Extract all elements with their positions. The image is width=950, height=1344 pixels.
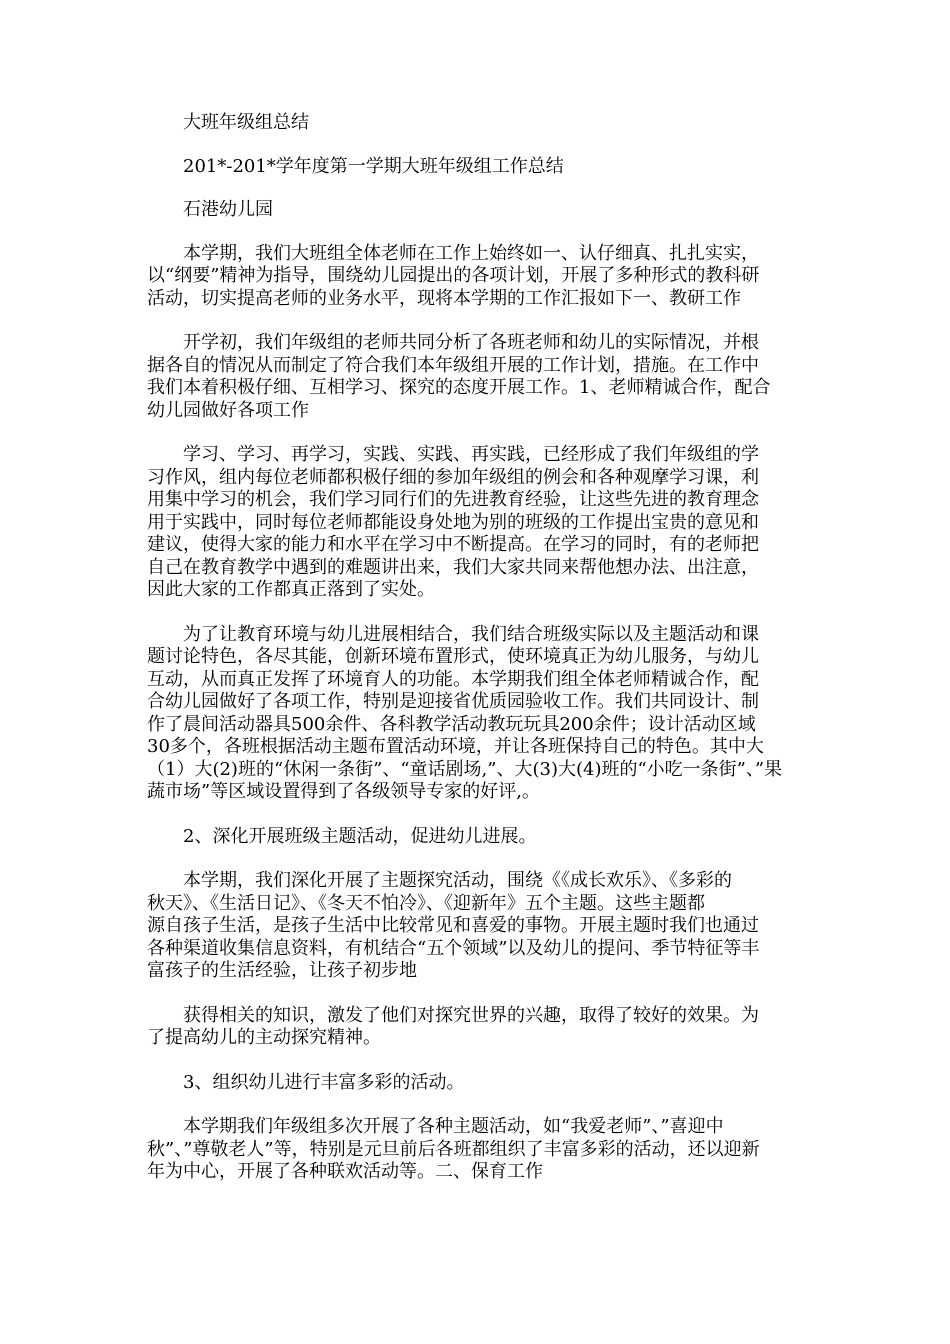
document-page <box>147 112 805 1206</box>
paragraph-line: 2、深化开展班级主题活动，促进幼儿进展。 <box>183 825 537 847</box>
paragraph-line: 合幼儿园做好了各项工作，特别是迎接省优质园验收工作。我们共同设计、制 <box>147 691 759 712</box>
paragraph-line: （1）大(2)班的“休闲一条街”、“童话剧场,”、大(3)大(4)班的“小吃一条街”、”果 <box>147 758 783 780</box>
paragraph-line: 习作风，组内每位老师都积极仔细的参加年级组的例会和各种观摩学习课，利 <box>147 466 759 488</box>
body-paragraph <box>147 870 805 983</box>
paragraph-line: 秋天》、《生活日记》、《冬天不怕冷》、《迎新年》五个主题。这些主题都 <box>147 892 705 914</box>
paragraph-line: 因此大家的工作都真正落到了实处。 <box>147 579 435 600</box>
paragraph-line: 源自孩子生活，是孩子生活中比较常见和喜爱的事物。开展主题时我们也通过 <box>147 915 759 936</box>
paragraph-line: 各种渠道收集信息资料，有机结合“五个领域”以及幼儿的提问、季节特征等丰 <box>147 937 760 959</box>
body-paragraph <box>147 1072 805 1095</box>
document-organization-block <box>147 199 805 222</box>
document-title-block <box>147 112 805 135</box>
paragraph-line: 获得相关的知识，激发了他们对探究世界的兴趣，取得了较好的效果。为 <box>183 1004 759 1026</box>
body-paragraph <box>147 332 805 422</box>
paragraph-line: 题讨论特色，各尽其能，创新环境布置形式，使环境真正为幼儿服务，与幼儿 <box>147 646 759 667</box>
paragraph-line: 为了让教育环境与幼儿进展相结合，我们结合班级实际以及主题活动和课 <box>183 623 759 645</box>
document-title: 大班年级组总结 <box>183 112 309 133</box>
body-paragraph <box>147 1005 805 1050</box>
document-subtitle: 201*-201*学年度第一学期大班年级组工作总结 <box>183 155 564 177</box>
paragraph-line: 用于实践中，同时每位老师都能设身处地为别的班级的工作提出宝贵的意见和 <box>147 511 759 533</box>
body-paragraph <box>147 243 805 311</box>
paragraph-line: 互动，从而真正发挥了环境育人的功能。本学期我们组全体老师精诚合作，配 <box>147 668 759 690</box>
body-paragraph <box>147 1116 805 1184</box>
document-organization: 石港幼儿园 <box>183 199 273 220</box>
paragraph-line: 学习、学习、再学习，实践、实践、再实践，已经形成了我们年级组的学 <box>183 444 759 465</box>
paragraph-line: 富孩子的生活经验，让孩子初步地 <box>147 960 417 981</box>
paragraph-line: 开学初，我们年级组的老师共同分析了各班老师和幼儿的实际情况，并根 <box>183 332 759 353</box>
body-paragraph <box>147 826 805 849</box>
body-paragraph <box>147 624 805 804</box>
paragraph-line: 秋”、”尊敬老人”等，特别是元旦前后各班都组织了丰富多彩的活动，还以迎新 <box>147 1138 760 1160</box>
paragraph-line: 自己在教育教学中遇到的难题讲出来，我们大家共同来帮他想办法、出注意， <box>147 556 759 578</box>
paragraph-line: 本学期，我们深化开展了主题探究活动，围绕《《成长欢乐》、《多彩的 <box>183 870 732 891</box>
paragraph-line: 本学期我们年级组多次开展了各种主题活动，如“我爱老师”、”喜迎中 <box>183 1116 724 1137</box>
paragraph-line: 30多个，各班根据活动主题布置活动环境，并让各班保持自己的特色。其中大 <box>147 736 764 757</box>
paragraph-line: 本学期，我们大班组全体老师在工作上始终如一、认仔细真、扎扎实实， <box>183 242 759 264</box>
paragraph-line: 建议，使得大家的能力和水平在学习中不断提高。在学习的同时，有的老师把 <box>147 534 759 555</box>
body-paragraph <box>147 444 805 602</box>
paragraph-line: 蔬市场”等区域设置得到了各级领导专家的好评,。 <box>147 781 540 802</box>
paragraph-line: 活动，切实提高老师的业务水平，现将本学期的工作汇报如下一、教研工作 <box>147 287 741 309</box>
paragraph-line: 作了晨间活动器具500余件、各科教学活动教玩玩具200余件；设计活动区域 <box>147 713 756 735</box>
document-subtitle-block <box>147 156 805 179</box>
paragraph-line: 用集中学习的机会，我们学习同行们的先进教育经验，让这些先进的教育理念 <box>147 489 759 510</box>
paragraph-line: 了提高幼儿的主动探究精神。 <box>147 1027 381 1048</box>
paragraph-line: 以“纲要”精神为指导，围绕幼儿园提出的各项计划，开展了多种形式的教科研 <box>147 265 760 286</box>
paragraph-line: 幼儿园做好各项工作 <box>147 399 309 421</box>
paragraph-line: 年为中心，开展了各种联欢活动等。二、保育工作 <box>147 1161 543 1182</box>
paragraph-line: 我们本着积极仔细、互相学习、探究的态度开展工作。1、老师精诚合作，配合 <box>147 377 771 398</box>
paragraph-line: 据各自的情况从而制定了符合我们本年级组开展的工作计划，措施。在工作中 <box>147 354 759 376</box>
paragraph-line: 3、组织幼儿进行丰富多彩的活动。 <box>183 1071 465 1093</box>
document-body <box>147 243 805 1184</box>
